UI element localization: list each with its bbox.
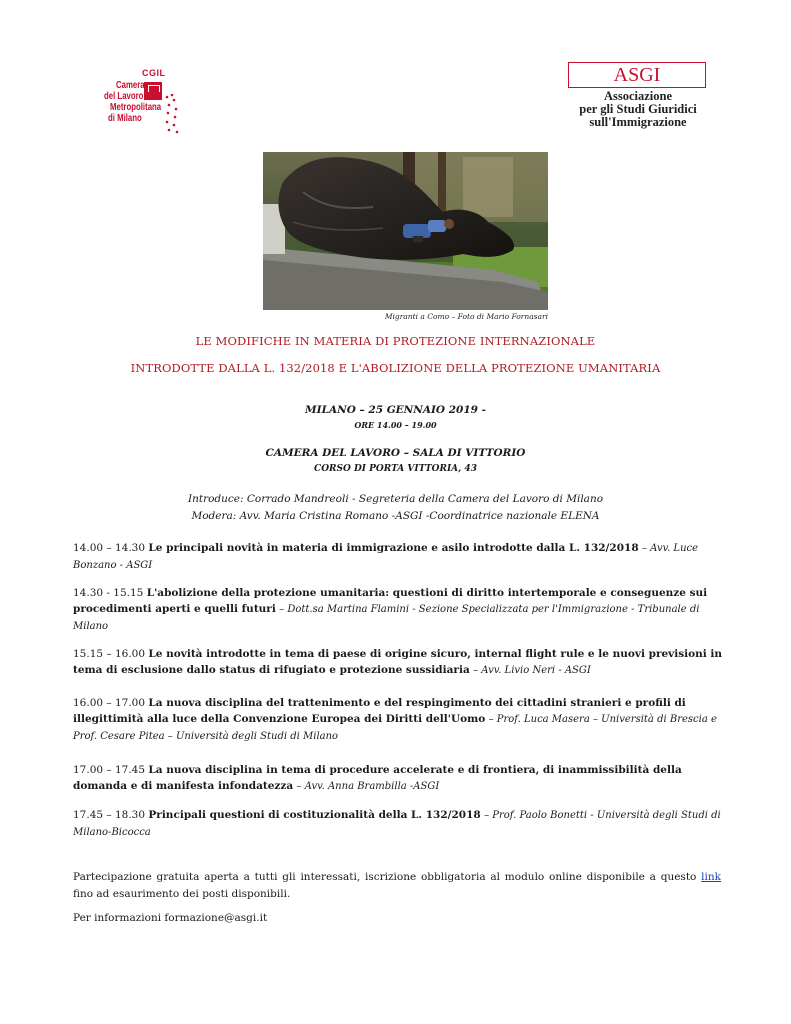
contact-info: Per informazioni formazione@asgi.it (73, 912, 268, 924)
event-address-text: CORSO DI PORTA VITTORIA, 43 (314, 464, 477, 474)
asgi-logo (566, 62, 710, 142)
registration-text: Partecipazione gratuita aperta a tutti gli interessati, iscrizione obbligatoria al modulo online disponibile a questo (73, 871, 702, 883)
moderator-text: Modera: Avv. Maria Cristina Romano -ASGI -Coordinatrice nazionale ELENA (191, 510, 600, 522)
program-item (73, 695, 723, 745)
cgil-logo-line: di Milano (108, 113, 142, 124)
photo-caption: Migranti a Como – Foto di Mario Fornasari (384, 312, 548, 321)
program-title: La nuova disciplina in tema di procedure accelerate e di frontiera, di inammissibilità della domanda e di manifesta infondatezza (73, 764, 682, 792)
event-photo (263, 152, 548, 310)
program-speaker: – Prof. Paolo Bonetti - Università degli Studi di Milano-Bicocca (73, 810, 721, 838)
asgi-subtitle-line: Associazione (603, 89, 673, 103)
program-time: 17.45 – 18.30 (73, 809, 146, 821)
program-item (73, 762, 723, 795)
cgil-logo (104, 68, 184, 138)
event-venue-text: CAMERA DEL LAVORO – SALA DI VITTORIO (265, 447, 526, 459)
event-title-line2: INTRODOTTE DALLA L. 132/2018 E L'ABOLIZIONE DELLA PROTEZIONE UMANITARIA (130, 361, 661, 375)
asgi-logo-name: ASGI (613, 64, 661, 86)
event-date (0, 404, 791, 416)
program-time: 14.30 - 15.15 (73, 587, 144, 599)
program-title: Le novità introdotte in tema di paese di origine sicuro, internal flight rule e le nuovi previsioni in tema di esclusione dallo status di rifugiato e protezione sussidiaria (73, 648, 723, 676)
asgi-subtitle-line: per gli Studi Giuridici (579, 102, 697, 116)
introduce-text: Introduce: Corrado Mandreoli - Segreteria della Camera del Lavoro di Milano (187, 493, 604, 505)
program-item (73, 585, 723, 635)
program-speaker: – Dott.sa Martina Flamini - Sezione Specializzata per l'Immigrazione - Tribunale di Milano (73, 604, 700, 632)
program-speaker: – Avv. Luce Bonzano - ASGI (73, 543, 699, 571)
program-title: Le principali novità in materia di immigrazione e asilo introdotte dalla L. 132/2018 (148, 542, 639, 554)
asgi-subtitle-line: sull'Immigrazione (589, 115, 687, 129)
program-time: 14.00 – 14.30 (73, 542, 146, 554)
program-title: L'abolizione della protezione umanitaria: questioni di diritto intertemporale e conseguenze sui procedimenti aperti e quelli futuri (73, 587, 708, 615)
program-time: 15.15 – 16.00 (73, 648, 146, 660)
program-speaker: – Avv. Livio Neri - ASGI (473, 665, 591, 676)
event-venue (0, 447, 791, 459)
asgi-logo-subtitle (566, 90, 710, 129)
event-time (0, 419, 791, 431)
cgil-logo-top-text: CGIL (142, 68, 166, 78)
program-time: 16.00 – 17.00 (73, 697, 146, 709)
cgil-logo-mark (144, 82, 162, 100)
stars-icon (164, 94, 180, 134)
event-address (0, 462, 791, 474)
program-item (73, 807, 723, 841)
intro-block (0, 491, 791, 525)
program-speaker: – Prof. Luca Masera – Università di Brescia e Prof. Cesare Pitea – Università degli Studi di Milano (73, 714, 717, 742)
cgil-logo-line: Camera (116, 80, 145, 91)
registration-text-end: fino ad esaurimento dei posti disponibili. (73, 888, 291, 900)
program-speaker: – Avv. Anna Brambilla -ASGI (296, 781, 440, 792)
cgil-logo-line: Metropolitana (110, 102, 162, 113)
program-time: 17.00 – 17.45 (73, 764, 146, 776)
asgi-logo-box (568, 62, 706, 88)
event-title-line1: LE MODIFICHE IN MATERIA DI PROTEZIONE INTERNAZIONALE (195, 334, 596, 348)
event-date-text: – 25 GENNAIO 2019 - (355, 404, 486, 416)
program-item (73, 540, 723, 574)
registration-link[interactable]: link (701, 871, 721, 883)
event-city: MILANO (305, 404, 356, 416)
program-item (73, 646, 723, 679)
program-title: La nuova disciplina del trattenimento e del respingimento dei cittadini stranieri e profili di illegittimità alla luce della Convenzione Europea dei Diritti dell'Uomo (73, 697, 686, 725)
event-time-text: ORE 14.00 – 19.00 (354, 420, 437, 430)
cgil-logo-line: del Lavoro (104, 91, 144, 102)
registration-paragraph (73, 869, 721, 903)
program-title: Principali questioni di costituzionalità della L. 132/2018 (148, 809, 481, 821)
